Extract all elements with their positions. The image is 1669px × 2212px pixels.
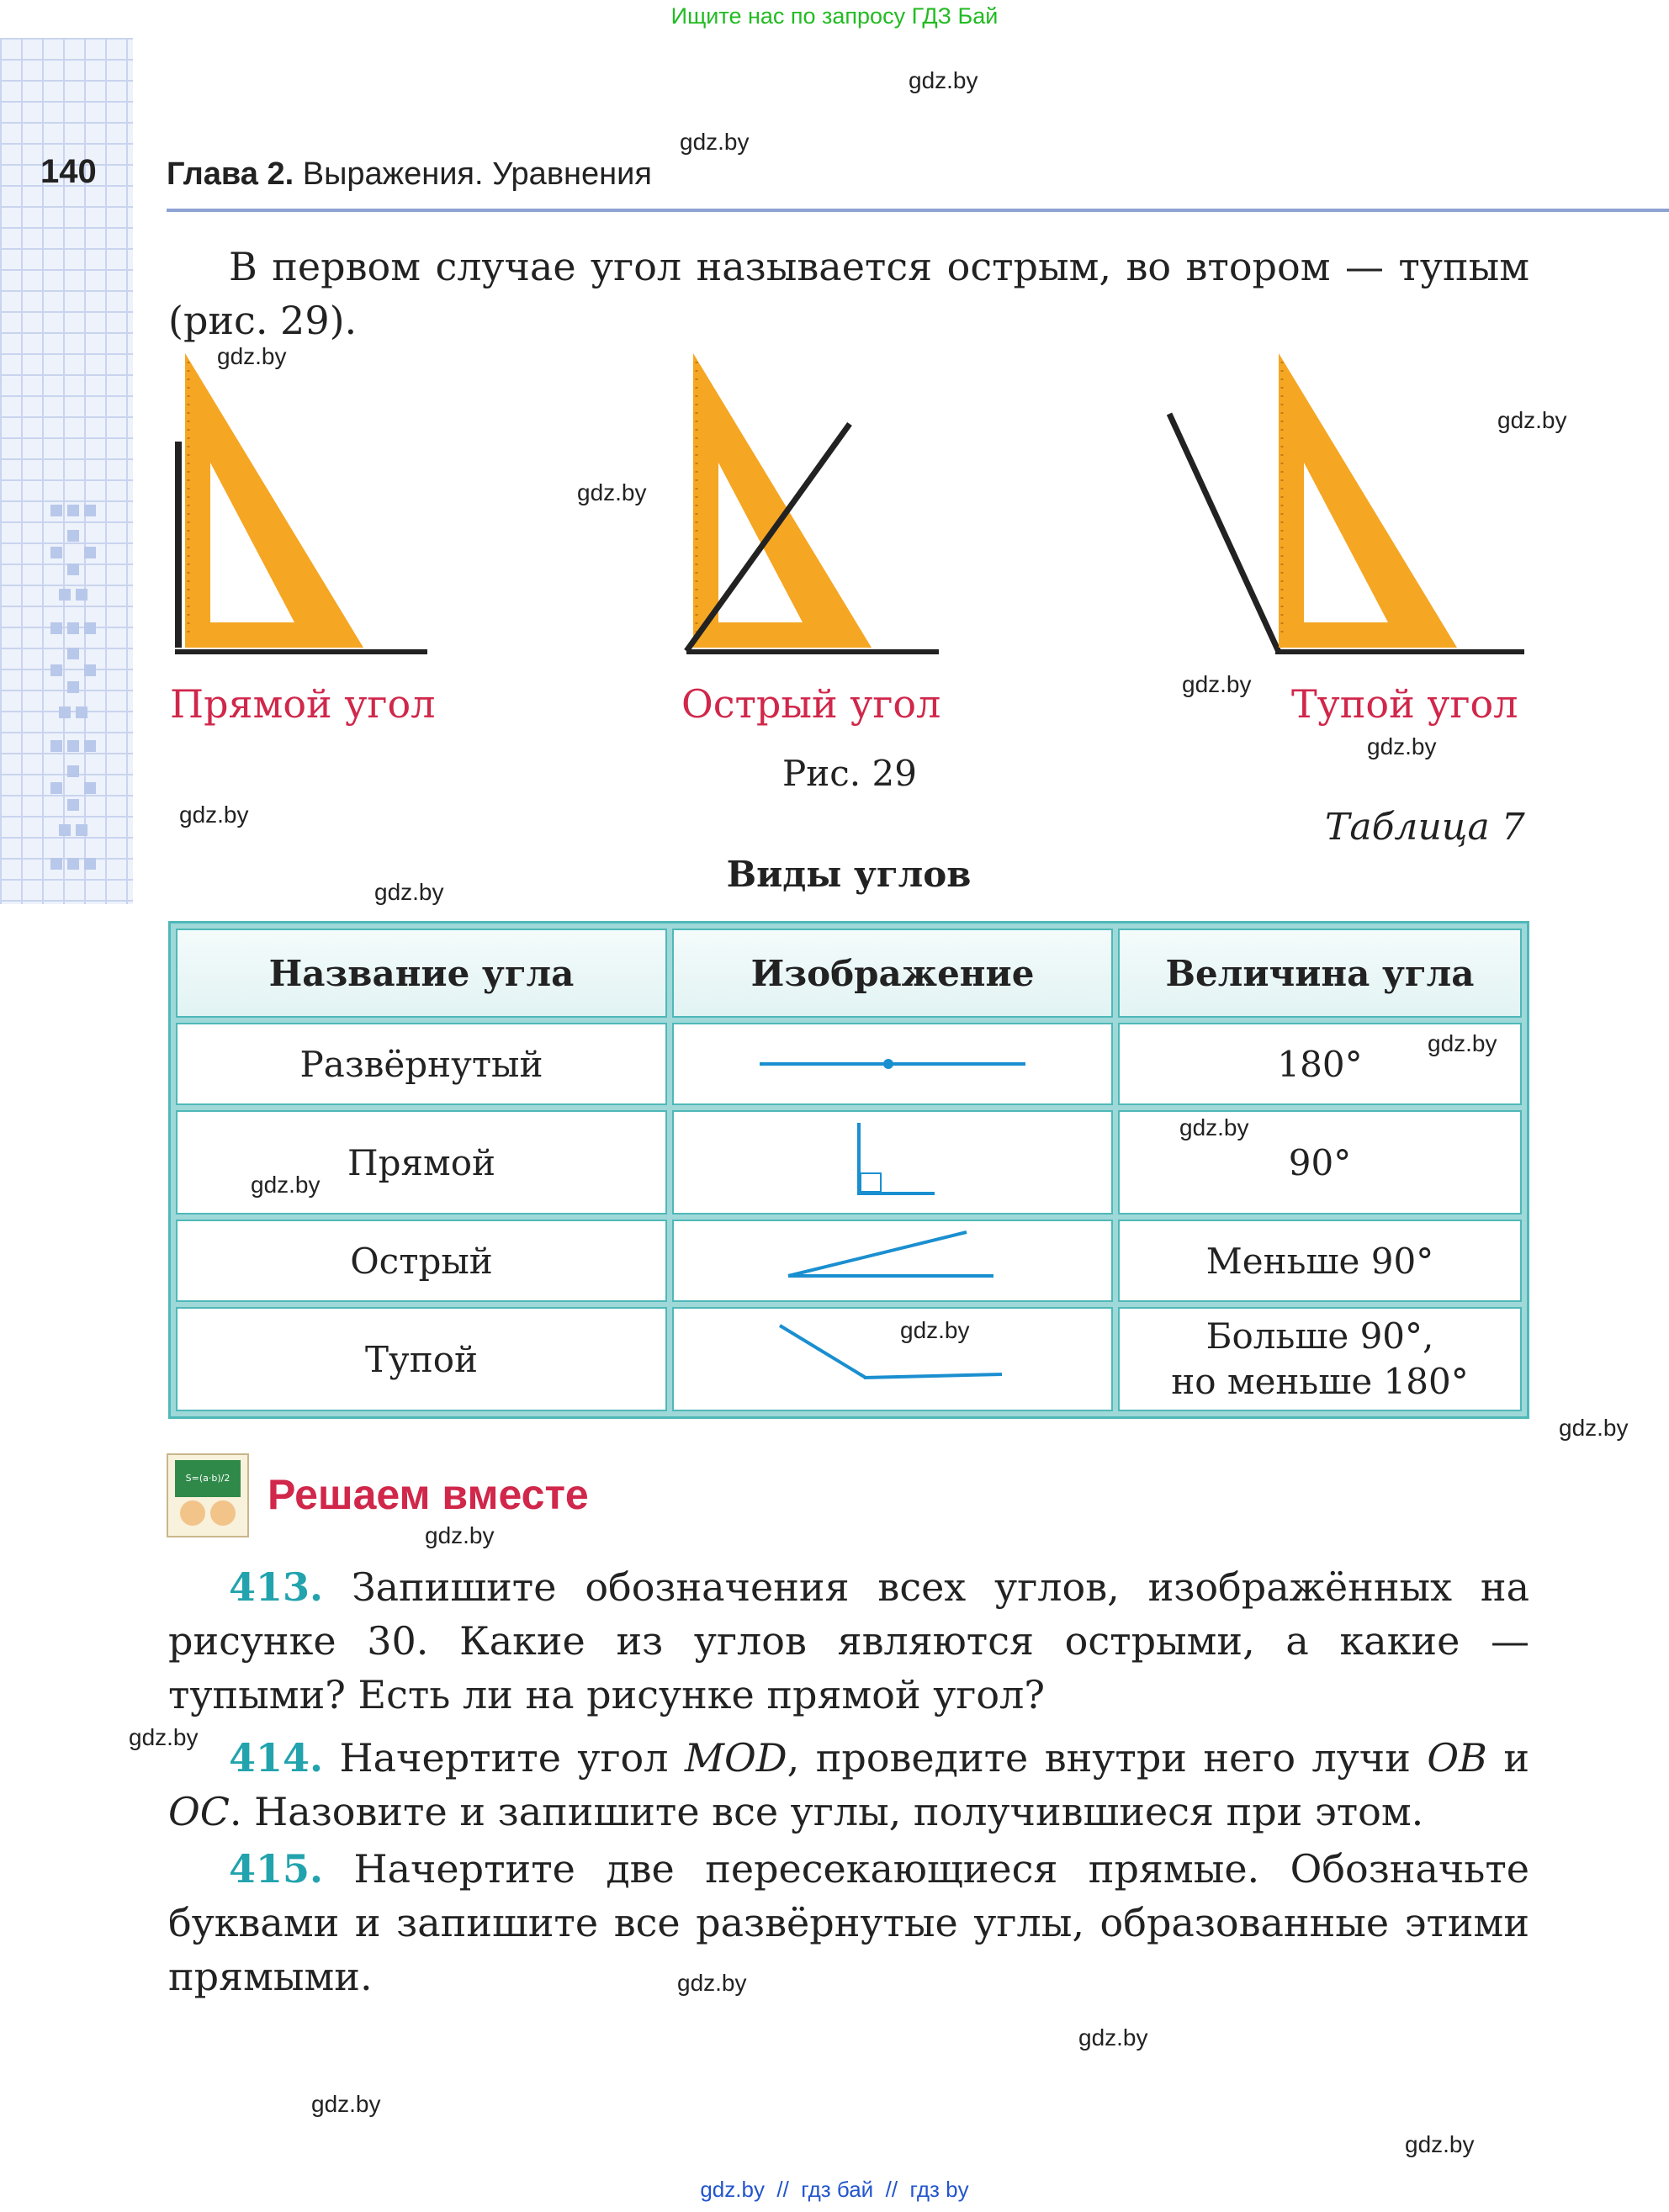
table-number: Таблица 7 — [1325, 806, 1525, 849]
ray-symbol: OB — [1427, 1735, 1487, 1781]
watermark: gdz.by — [251, 1172, 321, 1198]
exercise-text: Начертите угол — [339, 1735, 685, 1781]
angle-name: Острый — [176, 1220, 667, 1302]
watermark: gdz.by — [1559, 1415, 1629, 1441]
angle-symbol: MOD — [684, 1735, 787, 1781]
header-image: Изображение — [672, 929, 1113, 1018]
angle-value: Меньше 90° — [1118, 1220, 1522, 1302]
exercise-number: 414. — [229, 1735, 324, 1781]
watermark: gdz.by — [680, 129, 750, 155]
angle-image — [672, 1307, 1113, 1411]
table-row — [176, 1220, 1522, 1302]
page-number: 140 — [40, 153, 97, 190]
angle-value-line2: но меньше 180° — [1171, 1361, 1469, 1402]
angle-image — [672, 1023, 1113, 1105]
angle-name: Прямой — [176, 1110, 667, 1214]
watermark: gdz.by — [179, 802, 249, 828]
watermark: gdz.by — [1182, 671, 1252, 697]
acute-angle-drawing — [783, 1227, 1002, 1286]
table-row — [176, 1023, 1522, 1105]
watermark: gdz.by — [1428, 1030, 1497, 1056]
figure-label: Рис. 29 — [782, 753, 917, 794]
right-angle-figure — [168, 345, 437, 664]
table-title: Виды углов — [726, 854, 972, 895]
straight-angle-drawing — [758, 1051, 1027, 1077]
angle-value: 180° — [1118, 1023, 1522, 1105]
angle-types-table — [168, 921, 1529, 1419]
watermark: gdz.by — [1078, 2024, 1148, 2051]
angle-image — [672, 1110, 1113, 1214]
angle-name: Развёрнутый — [176, 1023, 667, 1105]
watermark: gdz.by — [1405, 2131, 1475, 2157]
exercise-413 — [168, 1560, 1529, 1722]
angle-image — [672, 1220, 1113, 1302]
watermark: gdz.by — [217, 343, 287, 369]
angle-name: Тупой — [176, 1307, 667, 1411]
watermark: gdz.by — [577, 479, 647, 505]
ray-symbol: OC — [168, 1789, 230, 1834]
exercise-414 — [168, 1731, 1529, 1839]
exercise-text: , проведите внутри него лучи — [787, 1735, 1428, 1781]
exercise-number: 415. — [229, 1846, 324, 1892]
exercise-text: . Назовите и запишите все углы, получившиеся при этом. — [229, 1789, 1424, 1834]
watermark: gdz.by — [900, 1317, 970, 1343]
watermark: gdz.by — [425, 1522, 495, 1548]
chalkboard-icon: S=(a·b)/2 — [175, 1460, 241, 1497]
chapter-heading — [167, 156, 652, 193]
section-icon — [167, 1453, 249, 1537]
angle-value-line1: Больше 90°, — [1205, 1315, 1434, 1357]
student-icon — [210, 1500, 236, 1526]
obtuse-angle-drawing — [775, 1317, 1010, 1393]
obtuse-angle-figure — [1161, 345, 1531, 664]
right-angle-drawing — [842, 1116, 943, 1200]
watermark: gdz.by — [1367, 733, 1437, 759]
chapter-label: Глава 2. — [167, 156, 294, 192]
caption-acute-angle: Острый угол — [681, 681, 941, 727]
exercise-text: и — [1486, 1735, 1529, 1781]
angle-value — [1118, 1307, 1522, 1411]
top-banner[interactable]: Ищите нас по запросу ГДЗ Бай — [670, 3, 999, 29]
section-title: Решаем вместе — [268, 1471, 589, 1518]
angle-value: 90° — [1118, 1110, 1522, 1214]
watermark: gdz.by — [374, 879, 444, 905]
caption-obtuse-angle: Тупой угол — [1291, 681, 1518, 727]
watermark: gdz.by — [311, 2091, 381, 2117]
student-icon — [180, 1500, 205, 1526]
watermark: gdz.by — [1179, 1114, 1249, 1140]
exercise-number: 413. — [229, 1564, 324, 1610]
header-name: Название угла — [176, 929, 667, 1018]
exercise-text: Начертите две пересекающиеся прямые. Обозначьте буквами и запишите все развёрнутые углы, образованные этими прямыми. — [168, 1846, 1530, 1999]
table-row — [176, 1110, 1522, 1214]
watermark: gdz.by — [677, 1970, 747, 1996]
footer-links[interactable]: gdz.by // гдз бай // гдз by — [700, 2177, 969, 2202]
header-rule — [167, 209, 1669, 212]
ornament-decoration — [42, 496, 109, 892]
watermark: gdz.by — [1497, 407, 1567, 433]
exercise-415 — [168, 1842, 1529, 2003]
acute-angle-figure — [681, 345, 951, 664]
caption-right-angle: Прямой угол — [170, 681, 436, 727]
exercise-text: Запишите обозначения всех углов, изображённых на рисунке 30. Какие из углов являются острыми, а какие — тупыми? Есть ли на рисунке прямой угол? — [168, 1564, 1529, 1717]
table-row — [176, 1307, 1522, 1411]
watermark: gdz.by — [129, 1724, 199, 1750]
intro-paragraph: В первом случае угол называется острым, во втором — тупым (рис. 29). — [168, 244, 1529, 343]
header-value: Величина угла — [1118, 929, 1522, 1018]
chapter-title: Выражения. Уравнения — [302, 156, 652, 192]
watermark: gdz.by — [909, 67, 978, 93]
